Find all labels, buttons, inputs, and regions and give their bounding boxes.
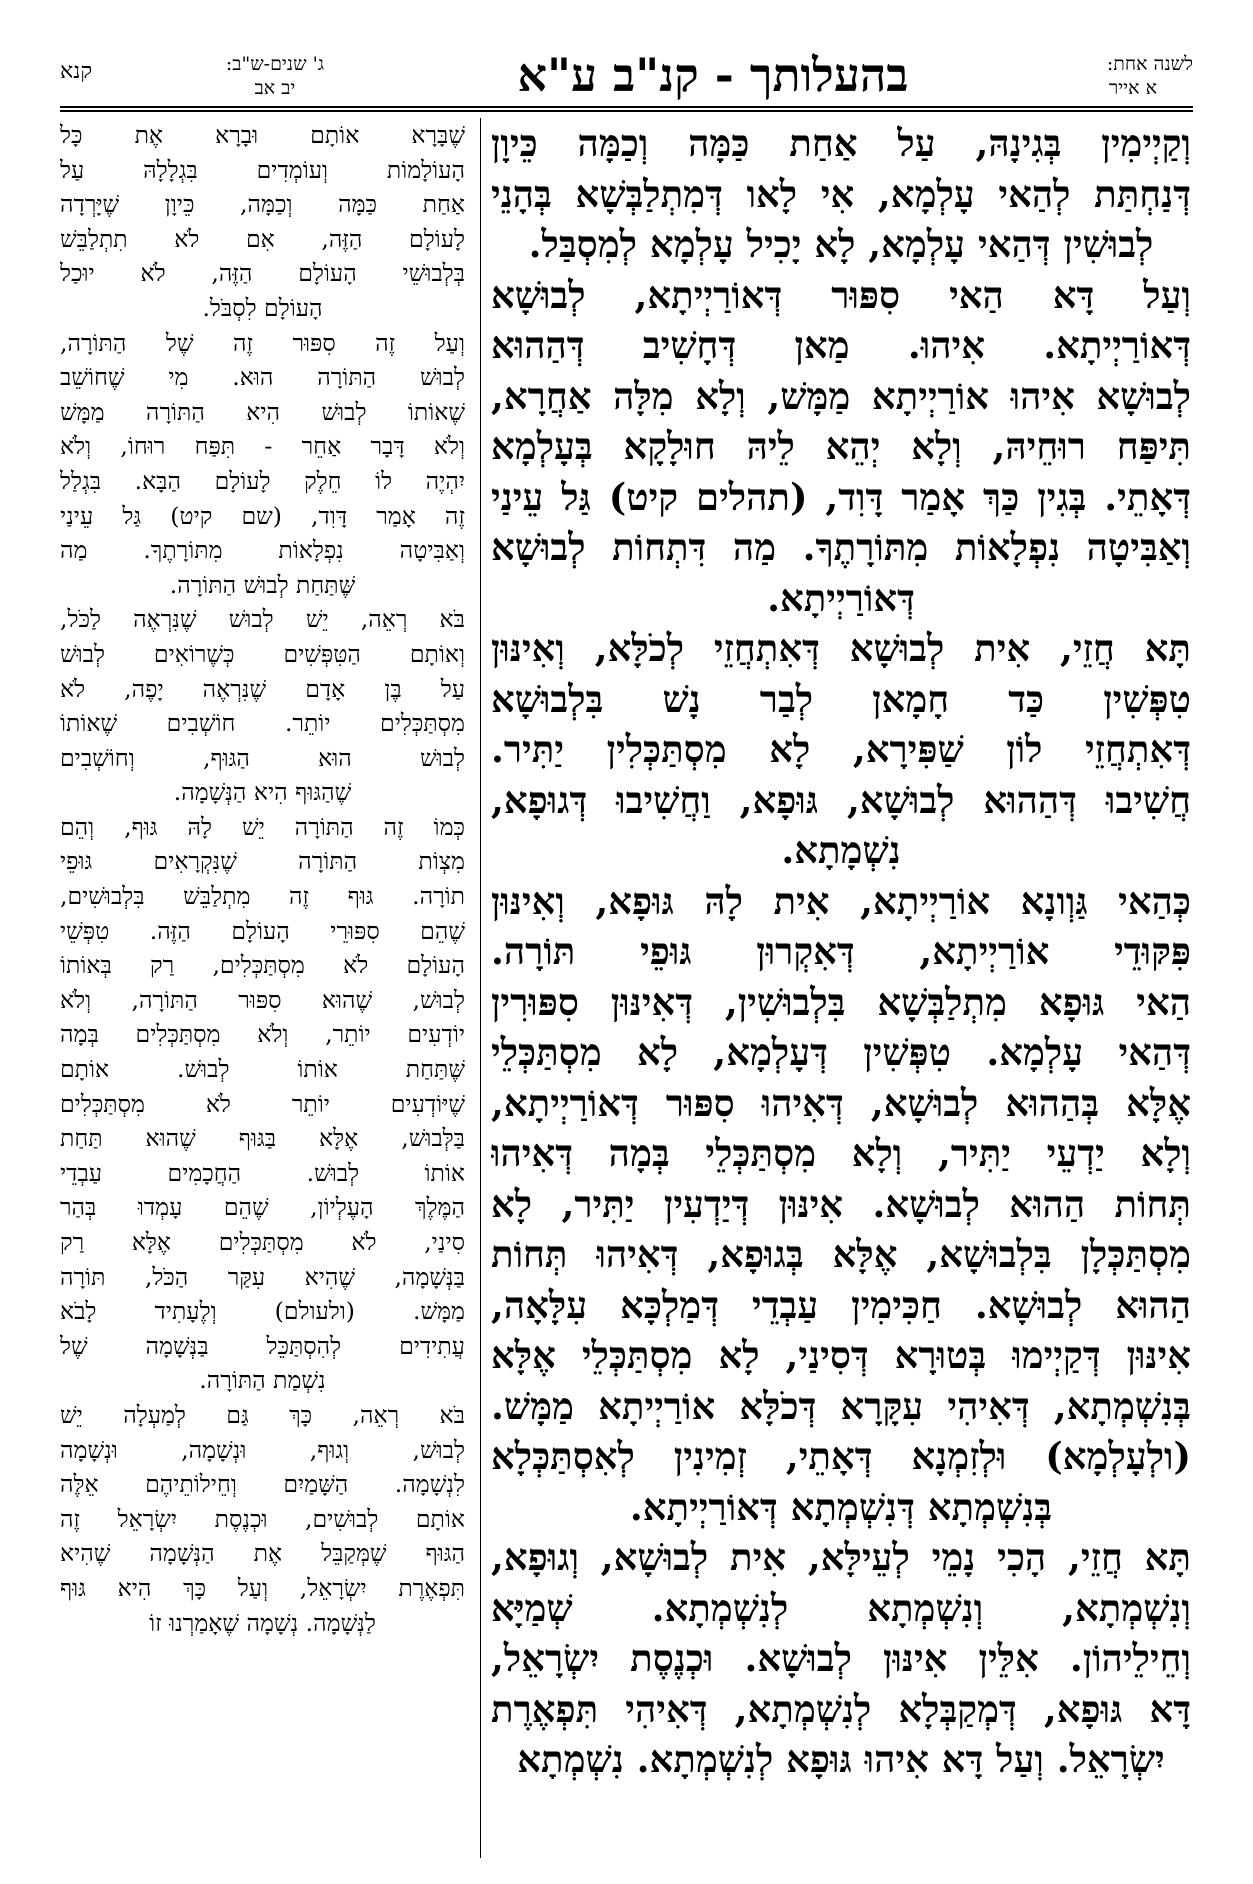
- text-line: סִינַי, לֹא מִסְתַּכְּלִים אֶלָּא רַק: [60, 1228, 465, 1256]
- header-study-schedule-three-years: [60, 52, 390, 112]
- text-line: אֶלָּא בְּהַהוּא לְבוּשָׁא, דְּאִיהוּ סִפּוּר דְּאוֹרַיְיתָא,: [491, 1080, 1191, 1125]
- text-line: זֶה אָמַר דָּוִד, (שם קיט) גַּל עֵינַי: [60, 501, 465, 530]
- text-line: יוֹדְעִים יוֹתֵר, וְלֹא מִסְתַּכְּלִים בְּמָה: [60, 1020, 465, 1049]
- text-line: וְאַבִּיטָה נִפְלָאוֹת מִתּוֹרָתֶךָ. מַה דִּתְחוֹת לְבוּשָׁא: [491, 525, 1191, 569]
- text-line: דְּאִתְחֲזֵי לוֹן שַׁפִּירָא, לָא מִסְתַּכְּלִין יַתִּיר.: [491, 727, 1191, 771]
- main-text-column: [491, 118, 1191, 1868]
- text-line: לְבוּשִׁין דְּהַאי עָלְמָא, לָא יָכִיל עָלְמָא לְמִסְבַּל.: [528, 222, 1154, 266]
- text-line: דְּאוֹרַיְיתָא. אִיהוּ. מַאן דְּחָשִׁיב דְּהַהוּא: [491, 323, 1191, 367]
- text-line: בֹּא רְאֵה, כָּךְ גַּם לְמַעְלָה יֵשׁ: [60, 1400, 465, 1429]
- text-line: נִשְׁמָתָא.: [781, 828, 901, 872]
- text-line: בְּלְבוּשֵׁי הָעוֹלָם הַזֶּה, לֹא יוּכַל: [60, 259, 465, 288]
- text-line: נִשְׁמַת הַתּוֹרָה.: [199, 1366, 326, 1395]
- text-line: דָּא גּוּפָא, דְּמְקַבְּלָא לְנִשְׁמְתָא, דְּאִיהִי תִּפְאֶרֶת: [491, 1686, 1191, 1731]
- text-line: שֶּׁתַּחַת לְבוּשׁ הַתּוֹרָה.: [169, 570, 356, 599]
- text-line: דְּהַאי עָלְמָא. טִפְּשִׁין דְּעָלְמָא, לָא מִסְתַּכְּלֵי: [491, 1030, 1191, 1074]
- text-line: שֶׁבָּרָא אוֹתָם וּבָרָא אֶת כָּל: [60, 121, 465, 149]
- text-line: תָּא חֲזֵי, אִית לְבוּשָׁא דְּאִתְחֲזֵי לְכֹלָּא, וְאִינּוּן: [491, 626, 1191, 670]
- text-line: הַהוּא לְבוּשָׁא. חַכִּימִין עַבְדֵי דְּמַלְכָּא עִלָּאָה,: [491, 1282, 1191, 1327]
- text-line: לָעוֹלָם הַזֶּה, אִם לֹא תִתְלַבֵּשׁ: [60, 224, 465, 253]
- text-line: שֶׁיּוֹדְעִים יוֹתֵר לֹא מִסְתַּכְּלִים: [60, 1089, 465, 1118]
- text-line: הַמֶּלֶךְ הָעֶלְיוֹן, שֶׁהֵם עָמְדוּ בְּהַר: [60, 1193, 465, 1222]
- text-line: וְקַיְימִין בְּגִינָהּ, עַל אַחַת כַּמָּה וְכַמָּה כֵּיוָן: [491, 121, 1191, 165]
- text-line: בַּלְּבוּשׁ, אֶלָּא בַּגּוּף שֶׁהוּא תַּחַת: [60, 1124, 465, 1153]
- text-line: טִפְּשִׁין כַּד חָמָאן לְבַר נָשׁ בִּלְבוּשָׁא: [491, 676, 1191, 721]
- schedule-label: ג' שנים-ש"ב:: [225, 53, 325, 75]
- text-line: יִהְיֶה לוֹ חֵלֶק לָעוֹלָם הַבָּא. בִּגְלַל: [60, 466, 465, 495]
- text-line: בֹּא רְאֵה, יֵשׁ לְבוּשׁ שֶׁנִּרְאֶה לַכֹּל,: [60, 605, 465, 634]
- text-line: שֶׁהַגּוּף הִיא הַנְּשָׁמָה.: [173, 778, 352, 807]
- text-line: דְּנַחְתַּת לְהַאי עָלְמָא, אִי לָאו דְּמִתְלַבְּשָׁא בְּהָנֵי: [491, 171, 1191, 216]
- text-line: הָעוֹלָם לֹא מִסְתַּכְּלִים, רַק בְּאוֹתוֹ: [60, 951, 465, 980]
- text-line: חֲשִׁיבוּ דְּהַהוּא לְבוּשָׁא, גּוּפָא, וַחֲשִׁיבוּ דְּגוּפָא,: [491, 777, 1191, 822]
- text-line: דְּאוֹרַיְיתָא.: [767, 575, 915, 620]
- text-line: תָּא חֲזֵי, הָכִי נָמֵי לְעֵילָּא, אִית לְבוּשָׁא, וְגוּפָא,: [491, 1535, 1191, 1579]
- text-line: שֶּׁתַּחַת אוֹתוֹ לְבוּשׁ. אוֹתָם: [60, 1055, 465, 1084]
- text-line: לִנְשָׁמָה. הַשָּׁמַיִם וְחֵילוֹתֵיהֶם אֵלֶּה: [60, 1470, 465, 1499]
- text-line: לְבוּשׁ הוּא הַגּוּף, וְחוֹשְׁבִים: [60, 743, 465, 772]
- text-line: בְּנִשְׁמְתָא, דְּאִיהִי עִקָּרָא דְּכֹלָּא אוֹרַיְיתָא מַמָּשׁ.: [491, 1383, 1191, 1428]
- header-rule: [60, 106, 1193, 108]
- text-line: וְלֹא דָּבָר אַחֵר - תִּפַּח רוּחוֹ, וְלֹא: [60, 432, 465, 461]
- text-line: יִשְׂרָאֵל. וְעַל דָּא אִיהוּ גּוּפָא לְנִשְׁמְתָא. נִשְׁמְתָא: [517, 1737, 1165, 1781]
- text-line: מִסְתַּכְּלִים יוֹתֵר. חוֹשְׁבִים שֶׁאוֹתוֹ: [60, 709, 465, 738]
- text-line: כְּמוֹ זֶה הַתּוֹרָה יֵשׁ לָהּ גּוּף, וְהֵם: [60, 812, 465, 841]
- text-line: (ולְעָלְמָא) וּלְזִמְנָא דְּאָתֵי, זְמִינִין לְאִסְתַּכְּלָא: [491, 1434, 1191, 1478]
- schedule-label: לשנה אחת:: [1106, 53, 1193, 75]
- text-line: וְלָא יַדְעֵי יַתִּיר, וְלָא מִסְתַּכְּלֵי בְּמָה דְּאִיהוּ: [491, 1131, 1191, 1175]
- text-line: הָעוֹלָמוֹת וְעוֹמְדִים בִּגְלָלָהּ עַל: [60, 155, 465, 184]
- text-line: דְּאָתֵי. בְּגִין כַּךְ אָמַר דָּוִד, (תהלים קיט) גַּל עֵינַי: [491, 474, 1191, 519]
- text-line: עַל בֶּן אָדָם שֶׁנִּרְאֶה יָפֶה, לֹא: [60, 674, 465, 703]
- text-line: וְנִשְׁמְתָא, וְנִשְׁמְתָא לְנִשְׁמְתָא. שְׁמַיָּא: [491, 1585, 1191, 1630]
- page-title: בהעלותך - קנ"ב ע"א: [517, 48, 909, 102]
- text-line: אַחַת כַּמָּה וְכַמָּה, כֵּיוָן שֶׁיָּרְדָה: [60, 190, 465, 219]
- text-line: עֲתִידִים לְהִסְתַּכֵּל בַּנְּשָׁמָה שֶׁל: [60, 1331, 465, 1360]
- text-line: בַּנְּשָׁמָה, שֶׁהִיא עִקַּר הַכֹּל, תּוֹרָה: [60, 1262, 465, 1291]
- text-line: פִּקּוּדֵי אוֹרַיְיתָא, דְּאִקְרוּן גּוּפֵי תּוֹרָה.: [491, 929, 1191, 973]
- text-line: מִסְתַּכְּלָן בִּלְבוּשָׁא, אֶלָּא בְּגוּפָא, דְּאִיהוּ תְּחוֹת: [491, 1232, 1191, 1276]
- text-line: וְחֵילֵיהוֹן. אִלֵּין אִינּוּן לְבוּשָׁא. וּכְנֶסֶת יִשְׂרָאֵל,: [491, 1636, 1191, 1680]
- text-line: לְבוּשָׁא אִיהוּ אוֹרַיְיתָא מַמָּשׁ, וְלָא מִלָּה אַחֲרָא,: [491, 373, 1191, 418]
- text-line: לְבוּשׁ, שֶׁהוּא סִפּוּר הַתּוֹרָה, וְלֹא: [60, 985, 465, 1014]
- text-line: הַגּוּף שֶׁמְּקַבֵּל אֶת הַנְּשָׁמָה שֶׁהִיא: [60, 1539, 465, 1568]
- text-line: לְבוּשׁ, וְגוּף, וּנְשָׁמָה, וּנְשָׁמָה: [60, 1435, 465, 1464]
- text-line: הַאי גּוּפָא מִתְלַבְּשָׁא בִּלְבוּשִׁין, דְּאִינּוּן סִפּוּרִין: [491, 979, 1191, 1024]
- text-line: שֶׁהֵם סִפּוּרֵי הָעוֹלָם הַזֶּה. טִפְּשֵׁי: [60, 916, 465, 945]
- text-line: בְּנִשְׁמְתָא דְּנִשְׁמְתָא דְּאוֹרַיְיתָא.: [629, 1484, 1053, 1529]
- text-line: וְעַל זֶה סִפּוּר זֶה שֶׁל הַתּוֹרָה,: [60, 328, 465, 357]
- text-line: שֶׁאוֹתוֹ לְבוּשׁ הִיא הַתּוֹרָה מַמָּשׁ: [60, 397, 465, 426]
- text-line: אִינּוּן דְּקַיְימוּ בְּטוּרָא דְּסִינַי, לָא מִסְתַּכְּלֵי אֶלָּא: [491, 1333, 1191, 1377]
- commentary-column: [60, 118, 465, 1868]
- text-line: וְעַל דָּא הַאי סִפּוּר דְּאוֹרַיְיתָא, לְבוּשָׁא: [491, 272, 1191, 317]
- text-line: מַמָּשׁ. (ולעולם) וְלֶעָתִיד לָבֹא: [60, 1297, 465, 1326]
- page-number: קנא: [60, 59, 93, 84]
- schedule-date: א אייר: [1108, 77, 1157, 99]
- text-line: תְּחוֹת הַהוּא לְבוּשָׁא. אִינּוּן דְּיַדְעִין יַתִּיר, לָא: [491, 1181, 1191, 1226]
- header-rule: [60, 110, 1193, 112]
- text-line: אוֹתָם לְבוּשִׁים, וּכְנֶסֶת יִשְׂרָאֵל זֶה: [60, 1504, 465, 1533]
- schedule-date: יב אב: [254, 77, 296, 99]
- text-line: כְּהַאי גַּוְונָא אוֹרַיְיתָא, אִית לָהּ גּוּפָא, וְאִינּוּן: [491, 878, 1191, 923]
- header-study-schedule-one-year: [983, 52, 1193, 112]
- text-line: וְאַבִּיטָה נִפְלָאוֹת מִתּוֹרָתֶךָ. מַה: [60, 536, 465, 565]
- text-line: תִּפְאֶרֶת יִשְׂרָאֵל, וְעַל כָּךְ הִיא גּוּף: [60, 1573, 465, 1602]
- text-line: מִצְוֹת הַתּוֹרָה שֶׁנִּקְרָאִים גּוּפֵי: [60, 847, 465, 876]
- text-line: תִּיפַּח רוּחֵיהּ, וְלָא יְהֵא לֵיהּ חוּלָקָא בְּעָלְמָא: [491, 424, 1191, 468]
- column-divider: [480, 118, 481, 1858]
- text-line: הָעוֹלָם לִסְבֹּל.: [202, 293, 323, 322]
- text-line: לְבוּשׁ הַתּוֹרָה הוּא. מִי שֶׁחוֹשֵׁב: [60, 363, 465, 392]
- text-line: תוֹרָה. גּוּף זֶה מִתְלַבֵּשׁ בִּלְבוּשִׁים,: [60, 882, 465, 911]
- text-line: וְאוֹתָם הַטִּפְּשִׁים כְּשֶׁרוֹאִים לְבוּשׁ: [60, 639, 465, 668]
- text-line: לַנְּשָׁמָה. נְשָׁמָה שֶׁאָמַרְנוּ זוֹ: [149, 1608, 376, 1637]
- text-line: אוֹתוֹ לְבוּשׁ. הַחֲכָמִים עַבְדֵי: [60, 1158, 465, 1187]
